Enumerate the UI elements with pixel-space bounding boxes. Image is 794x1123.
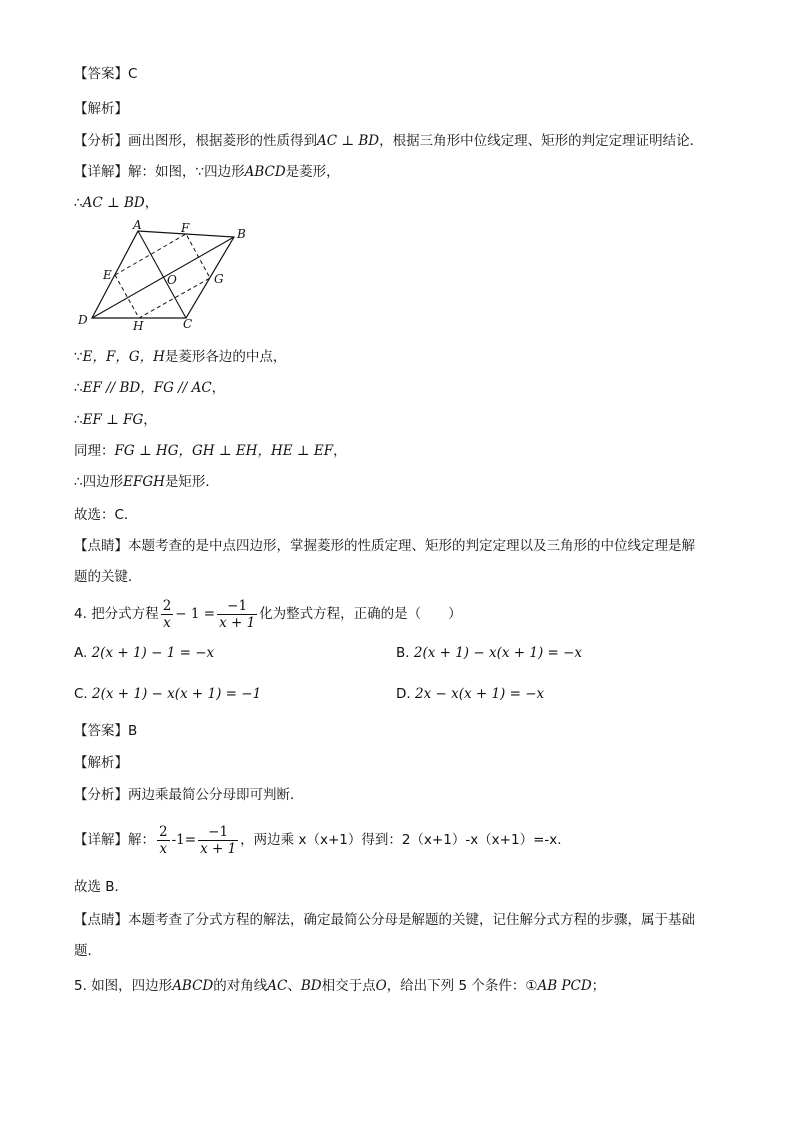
label-f: F: [181, 221, 190, 235]
q3-step4: [74, 410, 157, 430]
q4-option-a-expr: 2(x + 1) − 1 = −x: [91, 645, 215, 661]
q4-dianjing-line1: 本题考查了分式方程的解法，确定最简公分母是解题的关键，记住解分式方程的步骤，属于基础: [128, 912, 695, 928]
q5-text-5: ，给出下列 5 个条件：①: [386, 978, 538, 994]
q3-fenxi: [74, 131, 703, 151]
q3-step1-suffix: ，: [144, 195, 159, 211]
q5-math-2: AC: [267, 978, 288, 994]
q4-analysis-title-text: 【解析】: [74, 755, 128, 771]
diagonal-ac: [138, 231, 186, 318]
q3-conclusion-text: 故选：C．: [74, 507, 138, 523]
label-g: G: [214, 272, 224, 286]
q4-fenxi-label: 【分析】: [74, 787, 128, 803]
q3-dianjing-cont: [74, 567, 142, 587]
q4-detail-fraction-2-num: −1: [198, 824, 238, 841]
q3-answer-text: 【答案】C: [74, 66, 138, 82]
q4-option-d-label: D.: [396, 686, 411, 702]
q3-step5-prefix: 同理：: [74, 443, 115, 459]
q3-detail-text-2: 是菱形，: [285, 164, 340, 180]
q4-detail-mid: -1=: [171, 832, 197, 848]
q4-option-c-label: C.: [74, 686, 88, 702]
q4-number: 4.: [74, 606, 87, 622]
q4-stem-text-2: 化为整式方程，正确的是（ ）: [259, 606, 462, 622]
rhombus-outline: [92, 231, 234, 318]
q4-minus-one: − 1 =: [175, 606, 216, 622]
q3-step6-math: EFGH: [123, 474, 165, 490]
q3-fenxi-math: AC ⊥ BD: [317, 133, 380, 149]
q4-option-d-expr: 2x − x(x + 1) = −x: [414, 686, 545, 702]
q3-detail-math: ABCD: [244, 164, 286, 180]
q4-dianjing-line2: 题．: [74, 943, 101, 959]
q3-conclusion: [74, 505, 137, 525]
q3-detail-label: 【详解】: [74, 164, 128, 180]
q3-step4-suffix: ，: [143, 412, 157, 428]
q4-fenxi: [74, 785, 304, 805]
q3-step3-suffix: ，: [211, 380, 226, 396]
q3-step4-math: EF ⊥ FG: [82, 412, 144, 428]
q4-fenxi-text: 两边乘最简公分母即可判断．: [128, 787, 304, 803]
q4-option-a-label: A.: [74, 645, 88, 661]
q4-stem-text-1: 把分式方程: [91, 606, 159, 622]
q5-stem: [74, 976, 605, 996]
q5-math-4: O: [375, 978, 387, 994]
label-d: D: [78, 313, 88, 327]
q3-step3: [74, 378, 225, 398]
q5-number: 5.: [74, 978, 87, 994]
q5-math-1: ABCD: [172, 978, 214, 994]
q5-text-2: 的对角线: [213, 978, 268, 994]
q3-detail: [74, 162, 340, 182]
q3-answer: [74, 64, 137, 84]
q4-detail-fraction-2-den: x + 1: [200, 840, 237, 857]
q3-step2-prefix: ∵: [74, 349, 83, 365]
q3-step6-text: 是矩形．: [164, 474, 219, 490]
q5-text-6: ；: [591, 978, 606, 994]
q4-detail-text-1: 解：: [128, 832, 155, 848]
q4-detail-text-2: ，两边乘 x（x+1）得到：2（x+1）-x（x+1）=-x.: [240, 832, 562, 848]
q4-option-b-label: B.: [396, 645, 410, 661]
q4-option-c-expr: 2(x + 1) − x(x + 1) = −1: [92, 686, 262, 702]
q3-fenxi-label: 【分析】: [74, 133, 128, 149]
label-c: C: [183, 317, 193, 331]
q5-text-1: 如图，四边形: [91, 978, 173, 994]
q4-option-b-expr: 2(x + 1) − x(x + 1) = −x: [413, 645, 583, 661]
q3-fenxi-text-2: ，根据三角形中位线定理、矩形的判定定理证明结论．: [379, 133, 704, 149]
q4-fraction-2: [217, 598, 257, 631]
q4-option-a: [74, 643, 214, 663]
q4-detail-label: 【详解】: [74, 832, 128, 848]
q4-option-d: [396, 684, 544, 704]
q3-step2-text: 是菱形各边的中点，: [164, 349, 287, 365]
q4-fraction-1-den: x: [163, 614, 171, 631]
q3-step1-prefix: ∴: [74, 195, 83, 211]
q3-step5: [74, 441, 347, 461]
q4-detail-fraction-1: [157, 824, 170, 857]
q5-math-5: AB PCD: [537, 978, 592, 994]
q4-option-c: [74, 684, 261, 704]
q3-step1-math: AC ⊥ BD: [82, 195, 145, 211]
q4-stem: [74, 596, 462, 632]
q3-step4-prefix: ∴: [74, 412, 83, 428]
q4-detail-fraction-2: [198, 824, 238, 857]
q4-option-b: [396, 643, 582, 663]
q3-step1: [74, 193, 158, 213]
q3-step5-suffix: ，: [333, 443, 347, 459]
q3-dianjing-line1: 本题考查的是中点四边形，掌握菱形的性质定理、矩形的判定定理以及三角形的中位线定理是解: [128, 538, 695, 554]
q3-step6-prefix: ∴四边形: [74, 474, 124, 490]
q3-detail-text-1: 解：如图，∵四边形: [128, 164, 245, 180]
q3-fenxi-text-1: 画出图形，根据菱形的性质得到: [128, 133, 317, 149]
label-o: O: [167, 273, 177, 287]
q4-fraction-2-den: x + 1: [219, 614, 256, 631]
q4-fraction-2-num: −1: [217, 598, 257, 615]
q4-dianjing: [74, 910, 695, 930]
q3-step3-math: EF // BD，FG // AC: [82, 380, 212, 396]
q4-conclusion: [74, 877, 128, 897]
q4-detail-fraction-1-den: x: [159, 840, 168, 857]
q3-dianjing-label: 【点睛】: [74, 538, 128, 554]
label-a: A: [133, 220, 142, 232]
q3-analysis-title: [74, 99, 128, 119]
q4-dianjing-cont: [74, 941, 101, 961]
q4-detail-fraction-1-num: 2: [159, 823, 168, 840]
q5-text-3: 、: [287, 978, 301, 994]
q4-dianjing-label: 【点睛】: [74, 912, 128, 928]
q4-answer-text: 【答案】B: [74, 723, 138, 739]
q3-step2: [74, 347, 286, 367]
q3-analysis-title-text: 【解析】: [74, 101, 128, 117]
q4-conclusion-text: 故选 B．: [74, 879, 129, 895]
label-b: B: [237, 227, 246, 241]
q5-text-4: 相交于点: [321, 978, 376, 994]
label-h: H: [133, 319, 144, 333]
q3-dianjing-line2: 题的关键．: [74, 569, 142, 585]
q3-step3-prefix: ∴: [74, 380, 83, 396]
q3-step2-math: E，F，G，H: [82, 349, 165, 365]
q4-fraction-1: [161, 598, 174, 631]
q4-fraction-1-num: 2: [162, 597, 172, 614]
q3-step6: [74, 472, 219, 492]
q4-answer: [74, 721, 137, 741]
q5-math-3: BD: [300, 978, 322, 994]
q3-step5-math: FG ⊥ HG，GH ⊥ EH，HE ⊥ EF: [114, 443, 334, 459]
q4-analysis-title: [74, 753, 128, 773]
rhombus-figure: [74, 220, 264, 340]
q4-detail: [74, 822, 562, 858]
q3-dianjing: [74, 536, 695, 556]
label-e: E: [103, 268, 112, 282]
